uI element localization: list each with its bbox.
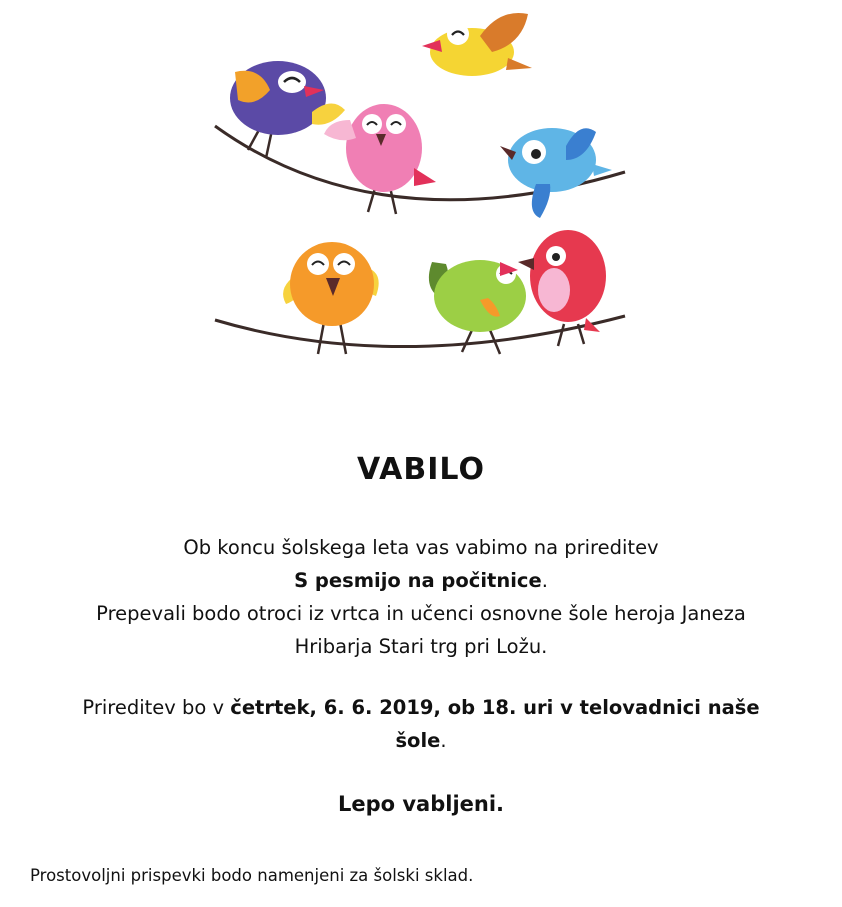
intro-paragraph	[0, 531, 842, 663]
purple-bird-icon	[230, 61, 345, 158]
invitation-title: VABILO	[357, 452, 485, 487]
closing-greeting: Lepo vabljeni.	[337, 792, 505, 816]
intro-line: Ob koncu šolskega leta vas vabimo na prireditev	[183, 536, 659, 559]
performers-line-1: Prepevali bodo otroci iz vrtca in učenci osnovne šole heroja Janeza	[96, 602, 746, 625]
performers-line-2: Hribarja Stari trg pri Ložu.	[294, 635, 548, 658]
when-suffix: .	[440, 729, 447, 752]
blue-bird-icon	[500, 128, 612, 218]
event-details-paragraph	[0, 691, 842, 757]
event-name-suffix: .	[541, 569, 548, 592]
when-line-1	[0, 691, 842, 724]
red-bird-icon	[518, 230, 606, 346]
yellow-bird-icon	[422, 13, 532, 76]
birds-on-wires-illustration	[200, 0, 640, 370]
when-place-end: šole	[395, 729, 441, 752]
when-line-2	[0, 724, 842, 757]
event-name: S pesmijo na počitnice	[294, 569, 542, 592]
when-date-place: četrtek, 6. 6. 2019, ob 18. uri v telovadnici naše	[230, 696, 760, 719]
when-prefix: Prireditev bo v	[82, 696, 231, 719]
footnote: Prostovoljni prispevki bodo namenjeni za šolski sklad.	[30, 866, 474, 885]
event-name-line	[0, 564, 842, 597]
